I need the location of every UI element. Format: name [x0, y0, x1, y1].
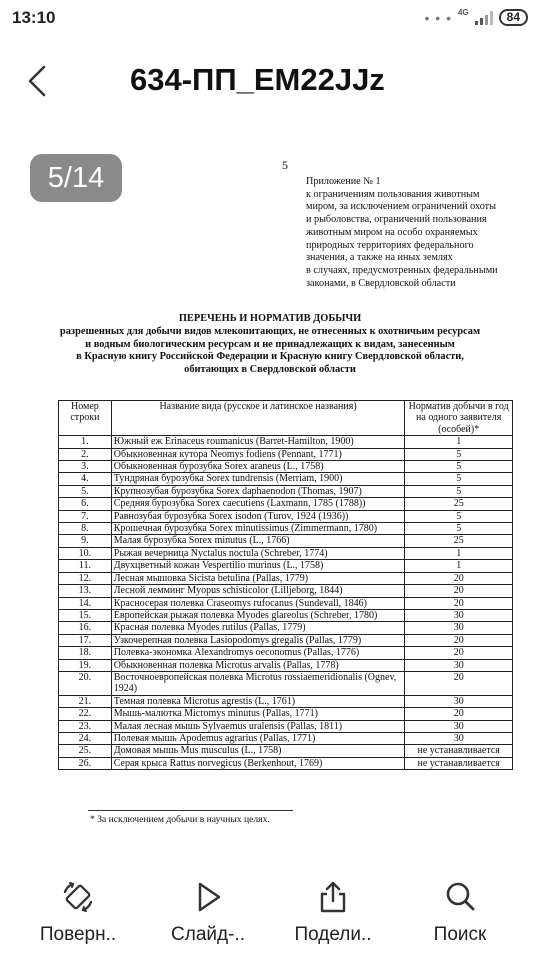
species-name: Лесная мышовка Sicista betulina (Pallas, 1779) — [111, 572, 405, 584]
row-number: 9. — [59, 535, 112, 547]
table-row — [59, 671, 513, 695]
row-number: 3. — [59, 461, 112, 473]
quota-value: 20 — [405, 597, 513, 609]
table-row — [59, 609, 513, 621]
table-row — [59, 572, 513, 584]
quota-value: 30 — [405, 732, 513, 744]
species-name: Темная полевка Microtus agrestis (L., 1761) — [111, 695, 405, 707]
species-name: Домовая мышь Mus musculus (L., 1758) — [111, 745, 405, 757]
table-row — [59, 745, 513, 757]
header-quota: Норматив добычи в год на одного заявителя (особей)* — [405, 401, 513, 436]
species-name: Красная полевка Myodes rutilus (Pallas, 1779) — [111, 622, 405, 634]
footnote-divider — [88, 810, 293, 811]
document-heading — [40, 313, 500, 377]
row-number: 4. — [59, 473, 112, 485]
appendix-line: животным миром на особо охраняемых — [306, 226, 478, 238]
heading-line: обитающих в Свердловской области — [184, 364, 356, 376]
quota-value: 5 — [405, 448, 513, 460]
table-row — [59, 659, 513, 671]
row-number: 17. — [59, 634, 112, 646]
appendix-line: и рыболовства, ограничений пользования — [306, 214, 487, 226]
back-icon[interactable] — [24, 64, 52, 98]
quota-value: 5 — [405, 485, 513, 497]
species-name: Двухцветный кожан Vespertilio murinus (L., 1758) — [111, 560, 405, 572]
table-row — [59, 732, 513, 744]
rotate-icon — [61, 880, 95, 914]
table-row — [59, 547, 513, 559]
row-number: 26. — [59, 757, 112, 769]
status-icons — [424, 9, 528, 26]
row-number: 8. — [59, 523, 112, 535]
quota-value: 20 — [405, 671, 513, 695]
appendix-line: к ограничениям пользования животным — [306, 188, 480, 200]
table-row — [59, 485, 513, 497]
row-number: 22. — [59, 708, 112, 720]
species-name: Тундряная бурозубка Sorex tundrensis (Merriam, 1900) — [111, 473, 405, 485]
table-row — [59, 448, 513, 460]
row-number: 7. — [59, 510, 112, 522]
footnote: * За исключением добычи в научных целях. — [90, 814, 270, 825]
status-time: 13:10 — [12, 8, 56, 27]
quota-value: 30 — [405, 695, 513, 707]
page-indicator: 5/14 — [30, 154, 122, 202]
species-name: Красносерая полевка Craseomys rufocanus (Sundevall, 1846) — [111, 597, 405, 609]
species-name: Европейская рыжая полевка Myodes glareolus (Schreber, 1780) — [111, 609, 405, 621]
appendix-line: законами, в Свердловской области — [306, 277, 456, 289]
slideshow-label: Слайд-.. — [171, 924, 245, 945]
quota-value: 20 — [405, 708, 513, 720]
species-name: Южный еж Erinaceus roumanicus (Barret-Hamilton, 1900) — [111, 436, 405, 448]
search-button[interactable] — [395, 880, 525, 946]
appendix-line: природных территориях федерального — [306, 239, 474, 251]
row-number: 15. — [59, 609, 112, 621]
table-row — [59, 436, 513, 448]
appendix-line: Приложение № 1 — [306, 176, 381, 187]
search-label: Поиск — [433, 924, 487, 945]
species-name: Лесной лемминг Myopus schisticolor (Lilljeborg, 1844) — [111, 585, 405, 597]
species-name: Крошечная бурозубка Sorex minutissimus (Zimmermann, 1780) — [111, 523, 405, 535]
species-name: Равнозубая бурозубка Sorex isodon (Turov, 1924 (1936)) — [111, 510, 405, 522]
status-bar — [0, 0, 540, 36]
species-name: Узкочерепная полевка Lasiopodomys gregalis (Pallas, 1779) — [111, 634, 405, 646]
quota-value: 30 — [405, 609, 513, 621]
page-number: 5 — [282, 158, 288, 172]
quota-value: 1 — [405, 560, 513, 572]
row-number: 18. — [59, 647, 112, 659]
row-number: 1. — [59, 436, 112, 448]
row-number: 12. — [59, 572, 112, 584]
species-name: Малая лесная мышь Sylvaemus uralensis (Pallas, 1811) — [111, 720, 405, 732]
share-label: Подели.. — [294, 924, 372, 945]
battery-indicator: 84 — [499, 9, 528, 26]
table-row — [59, 720, 513, 732]
quota-value: не устанавливается — [405, 757, 513, 769]
table-row — [59, 523, 513, 535]
signal-icon — [475, 11, 493, 25]
table-header-row — [59, 401, 513, 436]
play-icon — [191, 880, 225, 914]
header-number: Номер строки — [59, 401, 112, 436]
quota-value: 20 — [405, 647, 513, 659]
species-name: Серая крыса Rattus norvegicus (Berkenhout, 1769) — [111, 757, 405, 769]
species-name: Обыкновенная кутора Neomys fodiens (Pennant, 1771) — [111, 448, 405, 460]
species-name: Средняя бурозубка Sorex caecutiens (Laxmann, 1785 (1788)) — [111, 498, 405, 510]
quota-value: 20 — [405, 634, 513, 646]
table-row — [59, 647, 513, 659]
quota-value: 1 — [405, 547, 513, 559]
row-number: 14. — [59, 597, 112, 609]
heading-line: разрешенных для добычи видов млекопитающих, не отнесенных к охотничьим ресурсам — [59, 325, 481, 337]
table-row — [59, 498, 513, 510]
row-number: 16. — [59, 622, 112, 634]
app-header — [0, 46, 540, 116]
table-row — [59, 585, 513, 597]
appendix-line: значения, а также на иных землях — [306, 252, 453, 264]
slideshow-button[interactable] — [143, 880, 273, 946]
heading-line: и водным биологическим ресурсам и не принадлежащих к видам, занесенным — [85, 338, 455, 350]
appendix-line: в случаях, предусмотренных федеральными — [306, 264, 498, 276]
quota-value: 25 — [405, 498, 513, 510]
species-table — [58, 400, 513, 770]
table-row — [59, 510, 513, 522]
quota-value: не устанавливается — [405, 745, 513, 757]
notification-dots: • • • — [424, 9, 452, 26]
quota-value: 20 — [405, 585, 513, 597]
table-row — [59, 473, 513, 485]
table-row — [59, 622, 513, 634]
heading-line: в Красную книгу Российской Федерации и Красную книгу Свердловской области, — [76, 351, 464, 363]
quota-value: 20 — [405, 572, 513, 584]
quota-value: 30 — [405, 622, 513, 634]
table-row — [59, 461, 513, 473]
species-name: Восточноевропейская полевка Microtus rossiaemeridionalis (Ognev, 1924) — [111, 671, 405, 695]
species-name: Полевка-экономка Alexandromys oeconomus (Pallas, 1776) — [111, 647, 405, 659]
species-name: Обыкновенная бурозубка Sorex araneus (L., 1758) — [111, 461, 405, 473]
row-number: 13. — [59, 585, 112, 597]
species-name: Малая бурозубка Sorex minutus (L., 1766) — [111, 535, 405, 547]
row-number: 20. — [59, 671, 112, 695]
species-name: Обыкновенная полевка Microtus arvalis (Pallas, 1778) — [111, 659, 405, 671]
row-number: 24. — [59, 732, 112, 744]
quota-value: 1 — [405, 436, 513, 448]
quota-value: 30 — [405, 720, 513, 732]
document-title: 634-ПП_EM22JJz — [130, 62, 385, 97]
share-button[interactable] — [268, 880, 398, 946]
row-number: 5. — [59, 485, 112, 497]
quota-value: 5 — [405, 461, 513, 473]
network-type: 4G — [457, 8, 469, 17]
appendix-line: миром, за исключением ограничений охоты — [306, 201, 496, 213]
row-number: 6. — [59, 498, 112, 510]
species-name: Крупнозубая бурозубка Sorex daphaenodon (Thomas, 1907) — [111, 485, 405, 497]
row-number: 11. — [59, 560, 112, 572]
quota-value: 5 — [405, 473, 513, 485]
row-number: 19. — [59, 659, 112, 671]
species-name: Рыжая вечерница Nyctalus noctula (Schreber, 1774) — [111, 547, 405, 559]
species-name: Мышь-малютка Micromys minutus (Pallas, 1771) — [111, 708, 405, 720]
row-number: 21. — [59, 695, 112, 707]
share-icon — [316, 880, 350, 914]
row-number: 2. — [59, 448, 112, 460]
row-number: 25. — [59, 745, 112, 757]
appendix-note — [306, 176, 531, 290]
table-body — [59, 436, 513, 770]
table-row — [59, 560, 513, 572]
row-number: 23. — [59, 720, 112, 732]
heading-title: ПЕРЕЧЕНЬ И НОРМАТИВ ДОБЫЧИ — [178, 313, 362, 324]
quota-value: 5 — [405, 510, 513, 522]
table-row — [59, 634, 513, 646]
search-icon — [443, 880, 477, 914]
table-row — [59, 757, 513, 769]
bottom-action-bar — [0, 880, 540, 960]
species-name: Полевая мышь Apodemus agrarius (Pallas, 1771) — [111, 732, 405, 744]
row-number: 10. — [59, 547, 112, 559]
rotate-label: Поверн.. — [39, 924, 117, 945]
table-row — [59, 708, 513, 720]
quota-value: 25 — [405, 535, 513, 547]
table-row — [59, 535, 513, 547]
table-row — [59, 597, 513, 609]
quota-value: 30 — [405, 659, 513, 671]
rotate-button[interactable] — [13, 880, 143, 946]
header-species-name: Название вида (русское и латинское названия) — [111, 401, 405, 436]
quota-value: 5 — [405, 523, 513, 535]
table-row — [59, 695, 513, 707]
